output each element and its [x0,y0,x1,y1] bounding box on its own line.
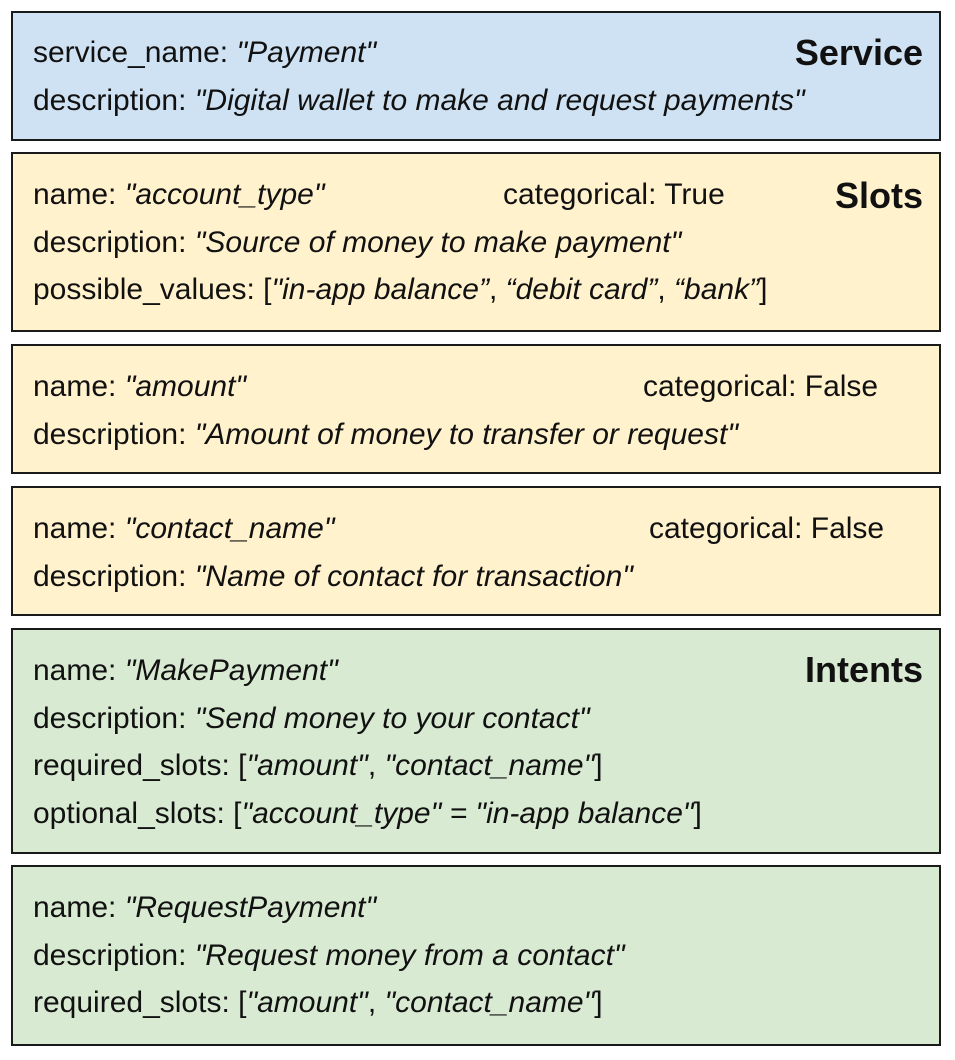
slot-name-value: "account_type" [124,178,325,211]
slot-description-value: "Name of contact for transaction" [194,560,633,593]
slot-name-line [33,512,334,546]
intent-description-key: description: [33,939,195,972]
intent-name-value: "RequestPayment" [124,891,377,924]
service-name-line [33,36,376,70]
intent-optional-slots-line [33,797,702,831]
intent-name-key: name: [33,654,125,687]
slot-description-key: description: [33,560,195,593]
service-title: Service [794,32,923,73]
required-slots-end: ] [594,749,603,782]
required-slots-key: required_slots: [ [33,749,247,782]
intent-name-line [33,891,376,925]
intents-title: Intents [804,649,923,690]
possible-value-bank: “bank” [674,273,760,306]
required-slot-contact-name: "contact_name" [384,749,595,782]
required-slot-amount: "amount" [246,749,368,782]
slot-description-line [33,560,633,594]
slot-description-key: description: [33,418,195,451]
possible-value-in-app-balance: "in-app balance” [271,273,489,306]
intent-name-line [33,654,338,688]
possible-value-debit-card: “debit card” [505,273,658,306]
service-box [11,11,941,141]
slot-categorical: categorical: False [649,512,885,545]
intent-name-key: name: [33,891,125,924]
slot-name-value: "amount" [124,370,247,403]
optional-slot-account-type: "account_type" = "in-app balance" [241,797,694,830]
slot-name-line [33,370,246,404]
service-description-line [33,84,805,118]
intent-description-key: description: [33,702,195,735]
service-name-key: service_name: [33,36,237,69]
slot-name-line [33,178,324,212]
possible-values-end: ] [759,273,768,306]
intent-box-make-payment [11,628,941,854]
intent-description-value: "Send money to your contact" [194,702,590,735]
slot-name-key: name: [33,370,125,403]
required-slots-end: ] [594,986,603,1019]
possible-values-separator: , [488,273,506,306]
slot-description-line [33,418,738,452]
slot-possible-values-line [33,273,767,307]
possible-values-key: possible_values: [ [33,273,272,306]
optional-slots-end: ] [693,797,702,830]
slot-description-value: "Source of money to make payment" [194,226,682,259]
slot-description-key: description: [33,226,195,259]
service-description-value: "Digital wallet to make and request payments" [194,84,805,117]
required-slot-contact-name: "contact_name" [384,986,595,1019]
slot-name-value: "contact_name" [124,512,335,545]
required-slots-separator: , [367,749,385,782]
possible-values-separator: , [657,273,675,306]
slot-name-key: name: [33,178,125,211]
intent-box-request-payment [11,865,941,1046]
intent-required-slots-line [33,749,603,783]
intent-name-value: "MakePayment" [124,654,338,687]
slot-name-key: name: [33,512,125,545]
slot-box-account-type [11,152,941,332]
optional-slots-key: optional_slots: [ [33,797,242,830]
required-slot-amount: "amount" [246,986,368,1019]
slot-box-contact-name [11,486,941,616]
service-name-value: "Payment" [236,36,377,69]
intent-description-line [33,939,625,973]
required-slots-separator: , [367,986,385,1019]
slot-box-amount [11,344,941,474]
slot-description-line [33,226,681,260]
required-slots-key: required_slots: [ [33,986,247,1019]
slot-categorical: categorical: False [643,370,879,403]
intent-required-slots-line [33,986,603,1020]
slot-categorical: categorical: True [503,178,725,211]
intent-description-value: "Request money from a contact" [194,939,625,972]
slots-title: Slots [834,175,923,216]
slot-description-value: "Amount of money to transfer or request" [194,418,738,451]
intent-description-line [33,702,590,736]
service-description-key: description: [33,84,195,117]
